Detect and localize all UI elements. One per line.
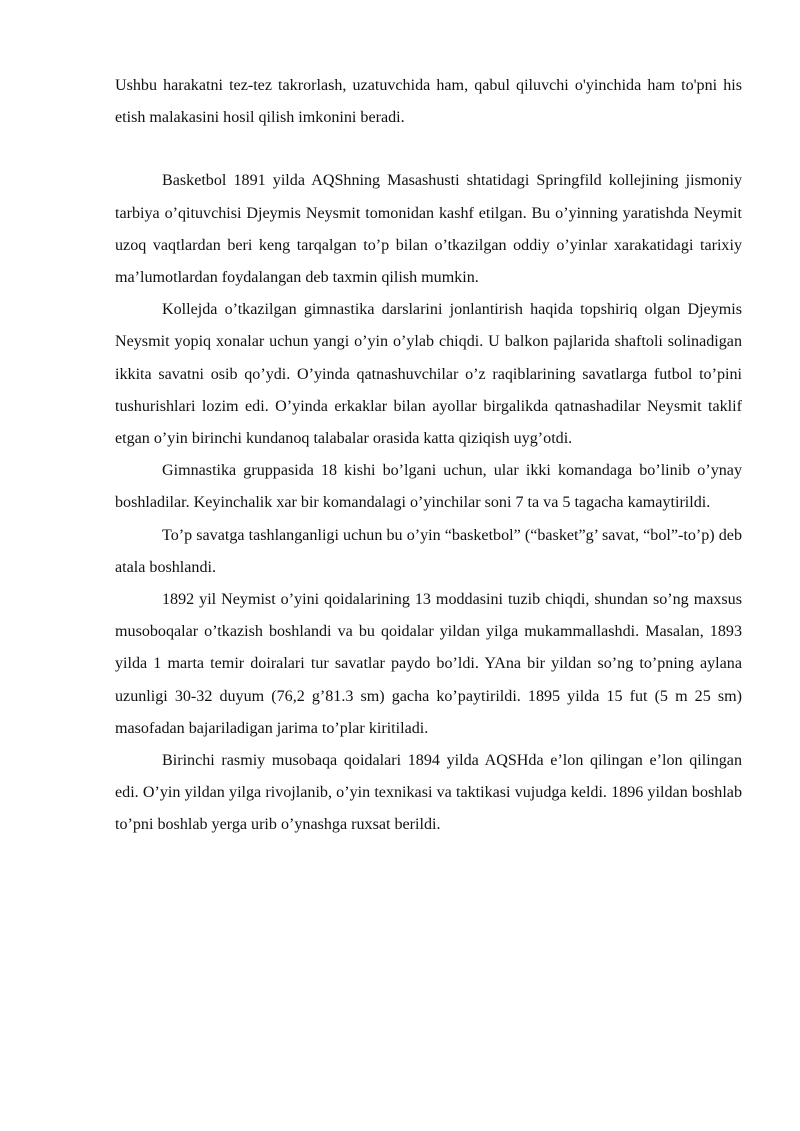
document-page [115,70,742,842]
paragraph-3: Kollejda o’tkazilgan gimnastika darslarini jonlantirish haqida topshiriq olgan Djeymis Neysmit yopiq xonalar uchun yangi o’yin o’ylab chiqdi. U balkon pajlarida shaftoli solinadigan ikkita savatni osib qo’ydi. O’yinda qatnashuvchilar o’z raqiblarining savatlarga futbol to’pini tushurishlari lozim edi. O’yinda erkaklar bilan ayollar birgalikda qatnashadilar Neysmit taklif etgan o’yin birinchi kundanoq talabalar orasida katta qiziqish uyg’otdi. [115,301,742,448]
paragraph-spacer [115,134,742,165]
paragraph-6: 1892 yil Neymist o’yini qoidalarining 13 moddasini tuzib chiqdi, shundan so’ng maxsus musoboqalar o’tkazish boshlandi va bu qoidalar yildan yilga mukammallashdi. Masalan, 1893 yilda 1 marta temir doiralari tur savatlar paydo bo’ldi. YAna bir yildan so’ng to’pning aylana uzunligi 30-32 duyum (76,2 g’81.3 sm) gacha ko’paytirildi. 1895 yilda 15 fut (5 m 25 sm) masofadan bajariladigan jarima to’plar kiritiladi. [115,591,742,737]
paragraph-7: Birinchi rasmiy musobaqa qoidalari 1894 yilda AQSHda e’lon qilingan e’lon qilingan edi. O’yin yildan yilga rivojlanib, o’yin texnikasi va taktikasi vujudga keldi. 1896 yildan boshlab to’pni boshlab yerga urib o’ynashga ruxsat berildi. [115,752,742,834]
paragraph-2: Basketbol 1891 yilda AQShning Masashusti shtatidagi Springfild kollejining jismoniy tarbiya o’qituvchisi Djeymis Neysmit tomonidan kashf etilgan. Bu o’yinning yaratishda Neymit uzoq vaqtlardan beri keng tarqalgan to’p bilan o’tkazilgan oddiy o’yinlar xarakatidagi tarixiy ma’lumotlardan foydalangan deb taxmin qilish mumkin. [115,172,742,287]
paragraph-1: Ushbu harakatni tez-tez takrorlash, uzatuvchida ham, qabul qiluvchi o'yinchida ham to'pni his etish malakasini hosil qilish imkonini beradi. [115,77,742,127]
paragraph-5: To’p savatga tashlanganligi uchun bu o’yin “basketbol” (“basket”g’ savat, “bol”-to’p) deb atala boshlandi. [115,526,742,576]
paragraph-4: Gimnastika gruppasida 18 kishi bo’lgani uchun, ular ikki komandaga bo’linib o’ynay boshladilar. Keyinchalik xar bir komandalagi o’yinchilar soni 7 ta va 5 tagacha kamaytirildi. [115,462,742,512]
